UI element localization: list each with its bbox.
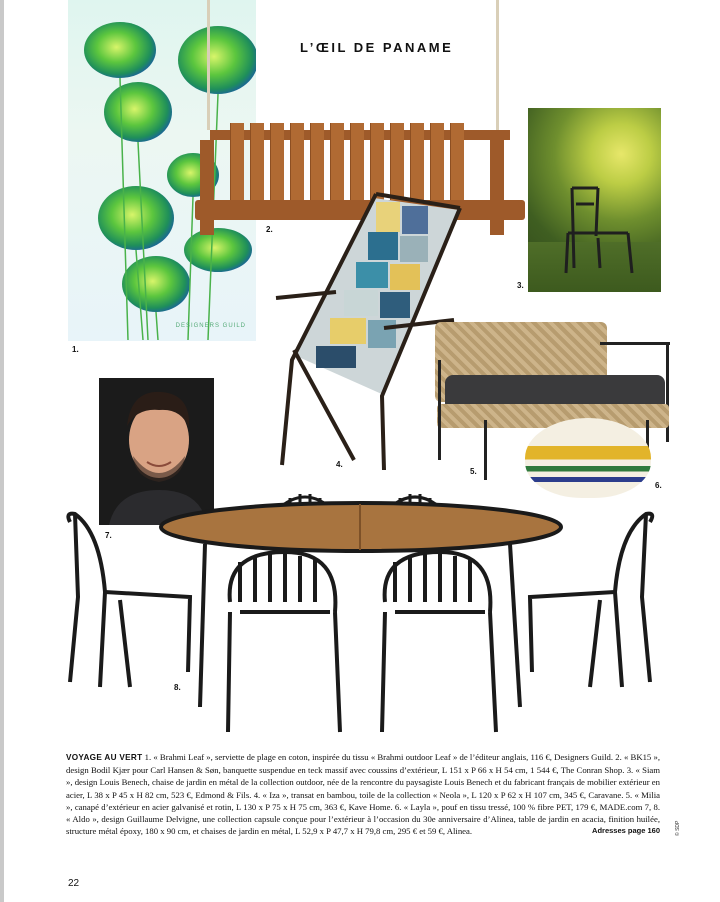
sofa-armrest: [600, 342, 670, 345]
towel-brand-label: DESIGNERS GUILD: [175, 323, 246, 329]
deck-chair: [264, 180, 464, 470]
figure-number-5: 5.: [470, 467, 477, 476]
photo-credit: © SDP: [675, 820, 681, 836]
caption-lead: VOYAGE AU VERT: [66, 753, 143, 762]
swing-rope-left: [207, 0, 210, 130]
page-number: 22: [68, 878, 80, 889]
garden-chair: [528, 108, 661, 292]
figure-number-2: 2.: [266, 225, 273, 234]
lily-leaves-illustration: [68, 0, 256, 341]
front-chairs: [228, 552, 496, 732]
garden-chair-photo: [528, 108, 661, 292]
towel-image: [68, 0, 256, 341]
figure-number-8: 8.: [174, 683, 181, 692]
caption-body: 1. « Brahmi Leaf », serviette de plage en coton, inspirée du tissu « Brahmi outdoor Leaf » de l’éditeur anglais, 116 €, Designers Guild. 2. « BK15 », design Bodil Kjær pour Carl Hansen & Søn, banquette suspendue en teck massif avec coussins d’extérieur, L 151 x P 66 x H 54 cm, 1 544 €, The Conran Shop. 3. « Siam », design Louis Benech, chaise de jardin en métal de la collection outdoor, née de la rencontre du paysagiste Louis Benech et du fabricant français de mobilier extérieur en acier, L 38 x P 45 x H 82 cm, 523 €, Edmond & Fils. 4. « Iza », transat en bambou, toile de la collection « Neola », L 120 x P 62 x H 107 cm, 345 €, Caravane. 5. « Milia », canapé d’extérieur en acier galvanisé et rotin, L 130 x P 75 x H 75 cm, 363 €, Kave Home. 6. « Layla », pouf en tissu tressé, 100 % fibre PET, 179 €, MADE.com 7, 8. « Aldo », design Guillaume Delvigne, une collection capsule conçue pour l’extérieur à l’occasion du 30e anniversaire d’Alinea, table de jardin en acacia, finition huilée, structure métal époxy, 180 x 90 cm, et chaises de jardin en métal, L 52,9 x P 47,7 x H 79,8 cm, 295 € et 59 €, Alinea.: [66, 752, 660, 837]
page-title: L’ŒIL DE PANAME: [300, 40, 454, 55]
caption: [66, 751, 660, 837]
figure-number-6: 6.: [655, 481, 662, 490]
figure-number-1: 1.: [72, 345, 79, 354]
figure-number-4: 4.: [336, 460, 343, 469]
addresses-reference: Adresses page 160: [592, 826, 660, 836]
figure-number-3: 3.: [517, 281, 524, 290]
page-edge: [0, 0, 4, 902]
figure-number-7: 7.: [105, 531, 112, 540]
dining-set: [60, 482, 680, 742]
swing-rope-right: [496, 0, 499, 130]
